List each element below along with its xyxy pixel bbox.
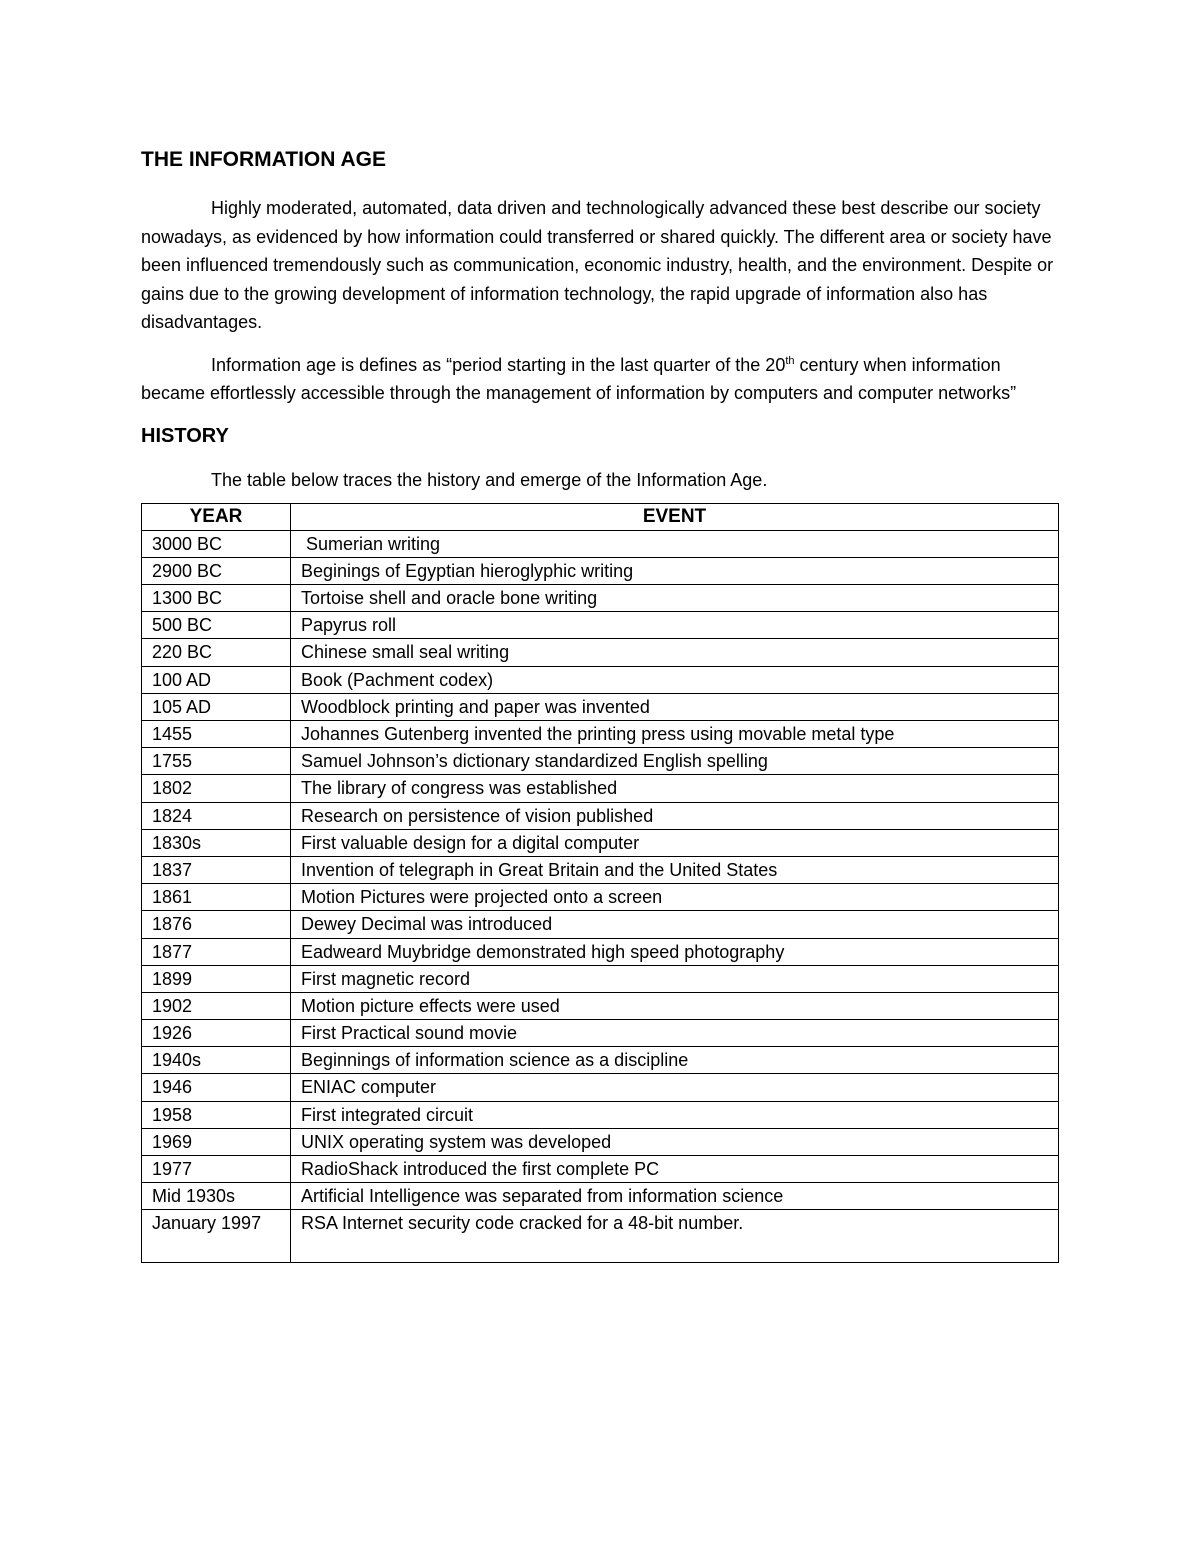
year-cell: 1902 — [142, 992, 291, 1019]
table-row — [142, 612, 1059, 639]
event-cell: Invention of telegraph in Great Britain and the United States — [291, 856, 1059, 883]
event-cell: First magnetic record — [291, 965, 1059, 992]
table-row — [142, 856, 1059, 883]
year-cell: 1926 — [142, 1020, 291, 1047]
table-row — [142, 585, 1059, 612]
table-row — [142, 1128, 1059, 1155]
year-cell: Mid 1930s — [142, 1183, 291, 1210]
table-row — [142, 748, 1059, 775]
event-cell: Book (Pachment codex) — [291, 666, 1059, 693]
table-row — [142, 938, 1059, 965]
year-cell: 105 AD — [142, 693, 291, 720]
year-cell: 1455 — [142, 721, 291, 748]
table-row — [142, 639, 1059, 666]
event-cell: Papyrus roll — [291, 612, 1059, 639]
table-header-row — [142, 503, 1059, 530]
event-cell: Beginings of Egyptian hieroglyphic writing — [291, 557, 1059, 584]
table-body — [142, 530, 1059, 1263]
definition-text-start: Information age is defines as “period starting in the last quarter of the 20 — [211, 354, 786, 375]
table-row — [142, 1101, 1059, 1128]
event-cell: Woodblock printing and paper was invented — [291, 693, 1059, 720]
year-cell: 1877 — [142, 938, 291, 965]
definition-text-end: century when information became effortlessly accessible through the management of information by computers and computer networks” — [141, 354, 1017, 403]
event-cell: First valuable design for a digital computer — [291, 829, 1059, 856]
year-cell: 3000 BC — [142, 530, 291, 557]
table-row — [142, 911, 1059, 938]
year-cell: 1958 — [142, 1101, 291, 1128]
event-cell: Artificial Intelligence was separated from information science — [291, 1183, 1059, 1210]
event-cell: Samuel Johnson’s dictionary standardized English spelling — [291, 748, 1059, 775]
event-cell: RSA Internet security code cracked for a 48-bit number. — [291, 1210, 1059, 1263]
year-cell: 1977 — [142, 1156, 291, 1183]
history-heading: HISTORY — [141, 424, 229, 447]
event-cell: Eadweard Muybridge demonstrated high speed photography — [291, 938, 1059, 965]
year-cell: 220 BC — [142, 639, 291, 666]
year-cell: 1802 — [142, 775, 291, 802]
year-cell: 1830s — [142, 829, 291, 856]
event-cell: First integrated circuit — [291, 1101, 1059, 1128]
event-cell: Beginnings of information science as a discipline — [291, 1047, 1059, 1074]
year-column-header: YEAR — [142, 503, 291, 530]
table-intro: The table below traces the history and emerge of the Information Age. — [211, 469, 768, 490]
year-cell: 1300 BC — [142, 585, 291, 612]
year-cell: 500 BC — [142, 612, 291, 639]
event-cell: Tortoise shell and oracle bone writing — [291, 585, 1059, 612]
event-cell: Research on persistence of vision published — [291, 802, 1059, 829]
intro-paragraph: Highly moderated, automated, data driven and technologically advanced these best describe our society nowadays, as evidenced by how information could transferred or shared quickly. The different area or society have been influenced tremendously such as communication, economic industry, health, and the environment. Despite or gains due to the growing development of information technology, the rapid upgrade of information also has disadvantages. — [141, 198, 1054, 332]
definition-paragraph — [141, 351, 1059, 408]
table-row — [142, 829, 1059, 856]
year-cell: 100 AD — [142, 666, 291, 693]
table-row — [142, 1156, 1059, 1183]
year-cell: 1837 — [142, 856, 291, 883]
page-title: THE INFORMATION AGE — [141, 148, 386, 171]
year-cell: 1861 — [142, 884, 291, 911]
table-row — [142, 693, 1059, 720]
event-cell: Dewey Decimal was introduced — [291, 911, 1059, 938]
table-row — [142, 992, 1059, 1019]
table-row — [142, 775, 1059, 802]
event-cell: ENIAC computer — [291, 1074, 1059, 1101]
table-row — [142, 1074, 1059, 1101]
event-cell: Johannes Gutenberg invented the printing press using movable metal type — [291, 721, 1059, 748]
document-page — [141, 145, 1059, 1263]
table-row — [142, 884, 1059, 911]
year-cell: 1876 — [142, 911, 291, 938]
event-cell: Motion Pictures were projected onto a screen — [291, 884, 1059, 911]
year-cell: 1899 — [142, 965, 291, 992]
event-cell: RadioShack introduced the first complete PC — [291, 1156, 1059, 1183]
year-cell: 2900 BC — [142, 557, 291, 584]
year-cell: 1969 — [142, 1128, 291, 1155]
year-cell: January 1997 — [142, 1210, 291, 1263]
event-cell: First Practical sound movie — [291, 1020, 1059, 1047]
year-cell: 1946 — [142, 1074, 291, 1101]
event-cell: Motion picture effects were used — [291, 992, 1059, 1019]
year-cell: 1824 — [142, 802, 291, 829]
event-column-header: EVENT — [291, 503, 1059, 530]
year-cell: 1940s — [142, 1047, 291, 1074]
event-cell: UNIX operating system was developed — [291, 1128, 1059, 1155]
event-cell: Chinese small seal writing — [291, 639, 1059, 666]
table-row — [142, 1183, 1059, 1210]
table-row — [142, 1047, 1059, 1074]
table-row — [142, 802, 1059, 829]
history-table — [141, 503, 1059, 1264]
table-row — [142, 721, 1059, 748]
table-row — [142, 1210, 1059, 1263]
table-row — [142, 666, 1059, 693]
year-cell: 1755 — [142, 748, 291, 775]
table-row — [142, 965, 1059, 992]
event-cell: The library of congress was established — [291, 775, 1059, 802]
table-row — [142, 557, 1059, 584]
table-row — [142, 1020, 1059, 1047]
event-cell: Sumerian writing — [291, 530, 1059, 557]
table-row — [142, 530, 1059, 557]
definition-superscript: th — [785, 354, 795, 367]
